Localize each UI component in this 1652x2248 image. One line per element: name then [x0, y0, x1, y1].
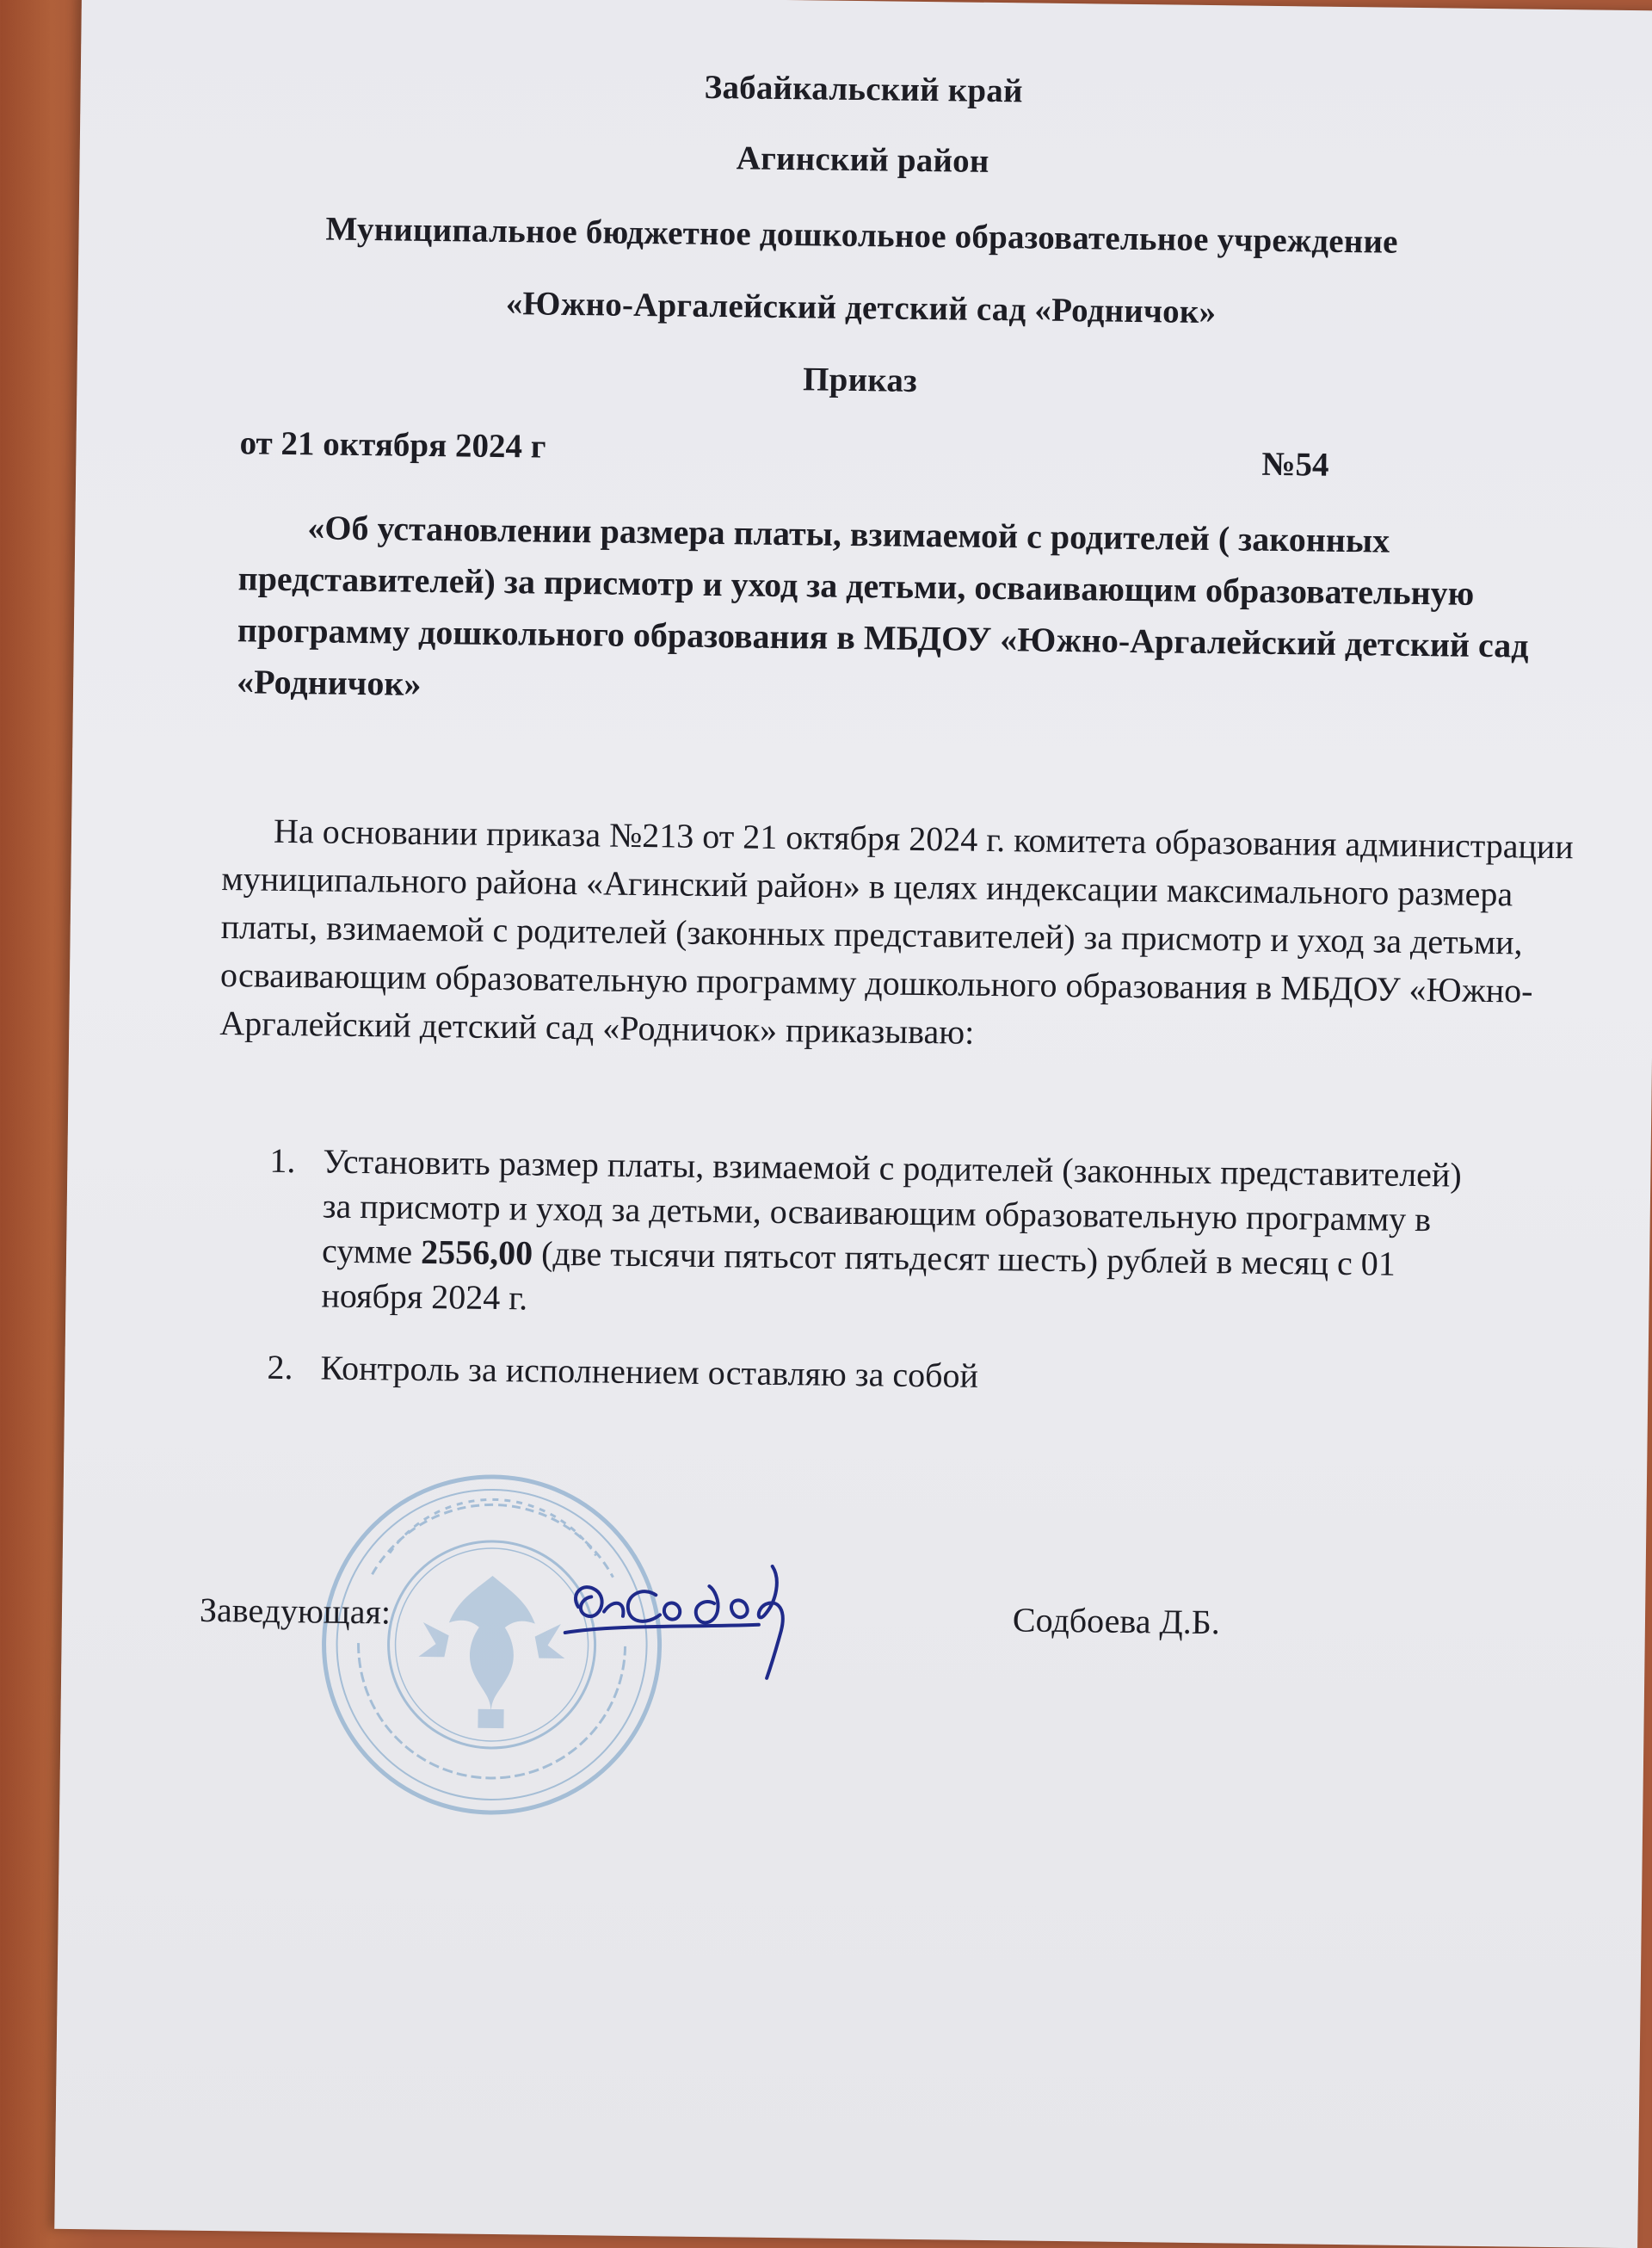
list-item-text [321, 1139, 1493, 1333]
document-type-heading: Приказ [802, 361, 918, 399]
signatory-name: Содбоева Д.Б. [1012, 1600, 1221, 1642]
document-content [55, 0, 1648, 2214]
list-item [269, 1139, 1544, 1318]
payment-amount: 2556,00 [420, 1232, 533, 1273]
institution-name-heading: «Южно-Аргалейский детский сад «Родничок» [505, 285, 1217, 331]
signatory-position: Заведующая: [199, 1590, 391, 1632]
list-item-text-before: Установить размер платы, взимаемой с родителей (законных представителей) за присмотр и уход за детьми, осваивающим образовательную программу в сумме [321, 1141, 1462, 1271]
order-title: «Об установлении размера платы, взимаемой с родителей ( законных представителей) за присмотр и уход за детьми, осваивающим образовательную программу дошкольного образования в МБДОУ «Южно-Аргалейский детский сад «Родничок» [236, 508, 1529, 703]
order-basis-paragraph: На основании приказа №213 от 21 октября 2024 г. комитета образования администрации муниципального района «Агинский район» в целях индексации максимального размера платы, взимаемой с родителей (законных представителей) за присмотр и уход за детьми, осваивающим образовательную программу дошкольного образования в МБДОУ «Южно-Аргалейский детский сад «Родничок» приказываю: [219, 811, 1575, 1052]
list-item [267, 1345, 1541, 1395]
list-item-number: 2. [267, 1347, 293, 1387]
district-heading: Агинский район [736, 139, 989, 180]
list-item-number: 1. [269, 1140, 296, 1181]
institution-type-heading: Муниципальное бюджетное дошкольное образовательное учреждение [325, 210, 1398, 261]
region-heading: Забайкальский край [704, 68, 1023, 110]
handwritten-signature [560, 1547, 872, 1688]
order-date: от 21 октября 2024 г [239, 424, 546, 466]
document-sheet [54, 0, 1652, 2248]
list-item-text-after: (две тысячи пятьсот пятьдесят шесть) рублей в месяц с 01 ноября 2024 г. [321, 1233, 1396, 1318]
list-item-text: Контроль за исполнением оставляю за собой [320, 1348, 979, 1395]
order-number: №54 [1261, 445, 1329, 484]
